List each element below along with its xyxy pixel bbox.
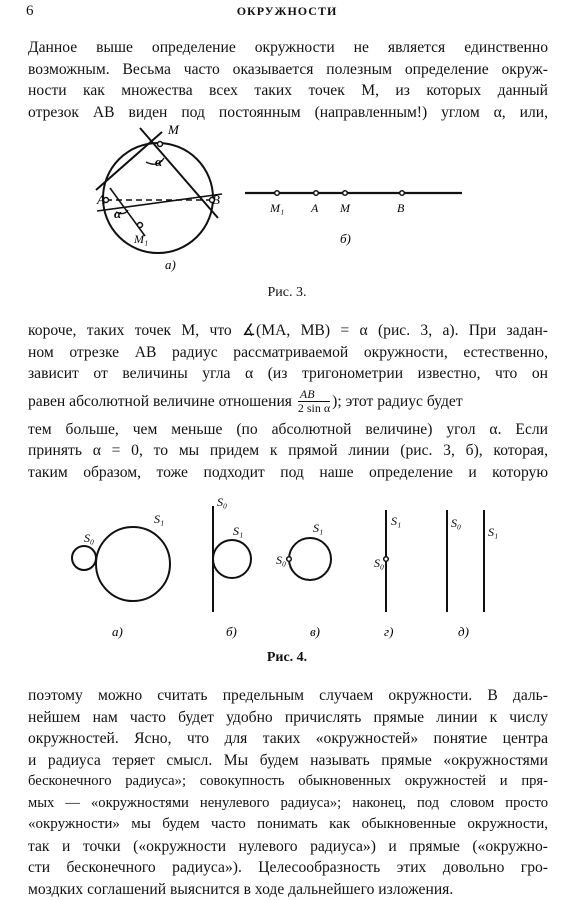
fig4-subcaption-g: г) <box>384 624 393 639</box>
fig4v-circle <box>289 538 331 580</box>
text-line: нейшем нам часто будет удобно причислять прямые линии к числу <box>28 707 548 729</box>
fig3b-label-M: M <box>339 201 351 215</box>
text-line: ности как множества всех таких точек M, из которых данный <box>28 80 548 102</box>
text-line: тем больше, чем меньше (по абсолютной величине) угол α. Если <box>28 419 548 441</box>
text-line: таким образом, тоже подходит под наше определение и которую <box>28 462 548 484</box>
figure-3-caption: Рис. 3. <box>0 285 574 301</box>
fig4d-label-S1: S₁ <box>488 525 498 539</box>
fig4d-label-S0: S₀ <box>451 516 461 530</box>
running-title: ОКРУЖНОСТИ <box>0 4 574 19</box>
fig4v-label-S0: S₀ <box>276 553 286 567</box>
fig4b-label-S0: S₀ <box>217 495 227 509</box>
text-line: моздких соглашений выяснится в ходе дальнейшего изложения. <box>28 879 548 900</box>
fig3b-label-M1: M₁ <box>269 201 284 215</box>
text-line: отрезок AB виден под постоянным (направленным!) углом α, или, <box>28 102 548 124</box>
figure-3 <box>0 118 574 303</box>
paragraph-1 <box>28 37 548 123</box>
fig3b-subcaption: б) <box>340 231 351 246</box>
text-line: и радиуса теряет смысл. Мы будем называть прямые «окружностями <box>28 750 548 772</box>
text-line: окружностей. Ясно, что для таких «окружностей» понятие центра <box>28 728 548 750</box>
figure-4-caption: Рис. 4. <box>0 650 574 666</box>
fig4-subcaption-a: а) <box>112 624 123 639</box>
fig4-subcaption-b: б) <box>226 624 237 639</box>
formula-fraction <box>298 388 330 415</box>
text-line: так и точки («окружности нулевого радиуса») и прямые («окружно- <box>28 836 548 858</box>
fig3b-label-A: A <box>310 201 319 215</box>
fig3a-subcaption: а) <box>165 257 176 272</box>
fig3a-label-B: B <box>212 192 220 207</box>
text-line: бесконечного радиуса»; совокупность обыкновенных окружностей и пря- <box>28 771 548 793</box>
fig4a-label-S1: S₁ <box>154 512 164 526</box>
page-number: 6 <box>26 3 34 20</box>
text-line: Данное выше определение окружности не является единственно <box>28 37 548 59</box>
formula-denominator: 2 sin α <box>298 402 330 415</box>
text-line: поэтому можно считать предельным случаем окружности. В даль- <box>28 685 548 707</box>
formula-numerator: AB <box>298 388 330 402</box>
text-line: возможным. Весьма часто оказывается полезным определение окруж- <box>28 59 548 81</box>
fig3b-label-B: B <box>397 201 405 215</box>
fig4a-large-circle <box>96 527 170 601</box>
fig3a-label-M1: M₁ <box>133 232 148 246</box>
text-line: ном отрезке AB радиус рассматриваемой окружности, естественно, <box>28 342 548 364</box>
fig4v-label-S1: S₁ <box>313 521 323 535</box>
paragraph-3 <box>28 685 548 900</box>
fig4-subcaption-d: д) <box>458 624 469 639</box>
fig4b-label-S1: S₁ <box>233 524 243 538</box>
text-line: зависит от величины угла α (из тригонометрии известно, что он <box>28 363 548 385</box>
fig4g-label-S0: S₀ <box>374 556 384 570</box>
fig4g-label-S1: S₁ <box>391 514 401 528</box>
text-line: равен абсолютной величине отношения $\frac{AB}{\text{2 sin α}}$ ); этот радиус будет <box>28 385 548 419</box>
text-line: «окружности» мы будем часто понимать как обыкновенные окружности, <box>28 814 548 836</box>
fig3a-label-alpha-top: α <box>155 154 163 169</box>
text-line: мых — «окружностями ненулевого радиуса»; наконец, под словом просто <box>28 793 548 815</box>
fig3a-label-M: M <box>167 122 180 137</box>
fig4a-small-circle <box>72 546 96 570</box>
fig3a-label-alpha-bottom: α <box>114 206 122 221</box>
text-line: принять α = 0, то мы придем к прямой линии (рис. 3, б), которая, <box>28 440 548 462</box>
text-line: сти бесконечного радиуса»). Целесообразность этих довольно гро- <box>28 857 548 879</box>
paragraph-2 <box>28 320 548 483</box>
text-line: короче, таких точек M, что ∡(MA, MB) = α (рис. 3, а). При задан- <box>28 320 548 342</box>
fig4a-label-S0: S₀ <box>84 531 94 545</box>
fig4b-circle <box>213 540 251 578</box>
fig4-subcaption-v: в) <box>310 624 320 639</box>
formula-tail: ); этот радиус будет <box>332 393 462 410</box>
fig3a-label-A: A <box>96 192 105 207</box>
